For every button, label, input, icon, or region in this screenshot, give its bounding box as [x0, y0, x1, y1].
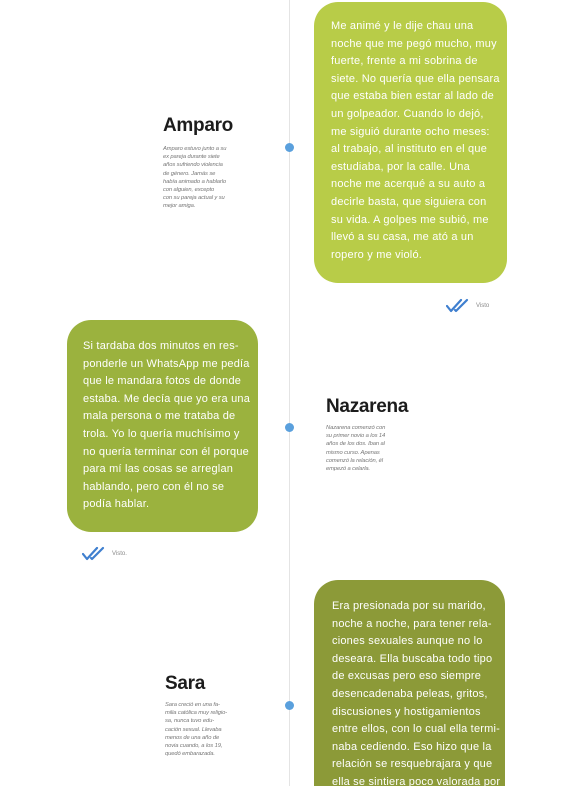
message-bubble-sara — [314, 580, 505, 786]
message-line: hablando, pero con él no se — [83, 480, 225, 493]
message-line: llevó a su casa, me ató a un — [331, 231, 474, 244]
message-line: para mí las cosas se arreglan — [83, 463, 234, 476]
double-check-icon — [82, 546, 108, 561]
message-line: naba cediendo. Eso hizo que la — [332, 740, 492, 753]
profile-amparo — [163, 115, 233, 211]
message-line: relación se resquebrajara y que — [332, 758, 493, 771]
seen-indicator-nazarena — [82, 546, 127, 561]
message-line: me siguió durante ocho meses: — [331, 125, 490, 138]
message-line: siete. No quería que ella pensara — [331, 72, 500, 85]
timeline-dot-amparo — [285, 143, 294, 152]
description-line: sa, nunca tuvo edu- — [165, 718, 215, 725]
message-line: estaba. Me decía que yo era una — [83, 392, 251, 405]
message-line: deseara. Ella buscaba todo tipo — [332, 652, 493, 665]
seen-indicator-amparo — [446, 298, 489, 313]
profile-name: Amparo — [163, 115, 233, 136]
message-line: no quería terminar con él porque — [83, 445, 249, 458]
message-line: trola. Yo lo quería muchísimo y — [83, 427, 240, 440]
message-line: Me animé y le dije chau una — [331, 20, 474, 32]
description-line: de género. Jamás se — [163, 170, 216, 177]
message-line: fuerte, frente a mi sobrina de — [331, 55, 478, 68]
description-line: milia católica muy religio- — [165, 710, 228, 717]
description-line: menos de una año de — [165, 734, 220, 741]
profile-name: Nazarena — [326, 396, 409, 417]
timeline-line — [289, 0, 290, 786]
message-line: ropero y me violó. — [331, 248, 423, 261]
description-line: empezó a celarla. — [326, 466, 371, 473]
description-line: Nazarena comenzó con — [326, 425, 386, 431]
seen-label: Visto — [476, 302, 490, 309]
description-line: mismo curso. Apenas — [326, 449, 380, 456]
description-line: había animado a hablarlo — [163, 178, 227, 185]
message-bubble-amparo — [314, 2, 507, 283]
message-line: noche que me pegó mucho, muy — [331, 37, 497, 50]
description-line: Sara creció en una fa- — [165, 702, 220, 708]
seen-label: Visto. — [112, 550, 127, 557]
description-line: Amparo estuvo junto a su — [163, 146, 227, 152]
message-bubble-nazarena — [67, 320, 258, 532]
message-line: Era presionada por su marido, — [332, 600, 486, 612]
profile-nazarena — [326, 396, 408, 473]
message-line: entre ellos, con lo cual ella termi- — [332, 723, 500, 736]
description-line: ex pareja durante siete — [163, 154, 220, 161]
timeline-dot-nazarena — [285, 423, 294, 432]
message-line: noche me acerqué a su auto a — [331, 178, 486, 191]
profile-description — [163, 145, 233, 211]
message-line: mala persona o me trataba de — [83, 410, 236, 423]
profile-name: Sara — [165, 673, 206, 694]
description-line: novia cuando, a los 19, — [165, 743, 223, 750]
description-line: mejor amiga. — [163, 203, 196, 210]
message-line: su vida. A golpes me subió, me — [331, 213, 489, 226]
description-line: quedó embarazada. — [165, 751, 215, 758]
message-line: al trabajo, al instituto en el que — [331, 143, 488, 156]
message-line: Si tardaba dos minutos en res- — [83, 340, 239, 352]
description-line: con su pareja actual y su — [163, 195, 225, 202]
message-line: discusiones y hostigamientos — [332, 705, 481, 718]
message-line: decirle basta, que siguiera con — [331, 195, 487, 208]
message-line: que le mandara fotos de donde — [83, 375, 242, 388]
message-line: un golpeador. Cuando lo dejó, — [331, 107, 484, 120]
description-line: con alguien, excepto — [163, 187, 215, 194]
message-line: estudiaba, por la calle. Una — [331, 160, 470, 173]
timeline-dot-sara — [285, 701, 294, 710]
message-line: ponderle un WhatsApp me pedía — [83, 357, 250, 370]
message-line: ella se sintiera poco valorada por — [332, 775, 501, 786]
message-line: ciones sexuales aunque no lo — [332, 635, 483, 648]
message-line: podía hablar. — [83, 498, 150, 511]
message-line: de excusas pero eso siempre — [332, 670, 482, 683]
message-line: desencadenaba peleas, gritos, — [332, 687, 488, 700]
double-check-icon — [446, 298, 472, 313]
description-line: años de los dos. Iban al — [326, 441, 385, 448]
profile-sara — [165, 673, 227, 758]
message-line: que estaba bien estar al lado de — [331, 90, 494, 103]
message-line: noche a noche, para tener rela- — [332, 617, 492, 630]
profile-description — [165, 701, 227, 758]
profile-description — [326, 424, 408, 473]
description-line: comenzó la relación, él — [326, 457, 383, 464]
description-line: cación sexual. Llevaba — [165, 726, 222, 733]
description-line: años sufriendo violencia — [163, 162, 223, 169]
description-line: su primer novio a los 14 — [326, 433, 386, 440]
